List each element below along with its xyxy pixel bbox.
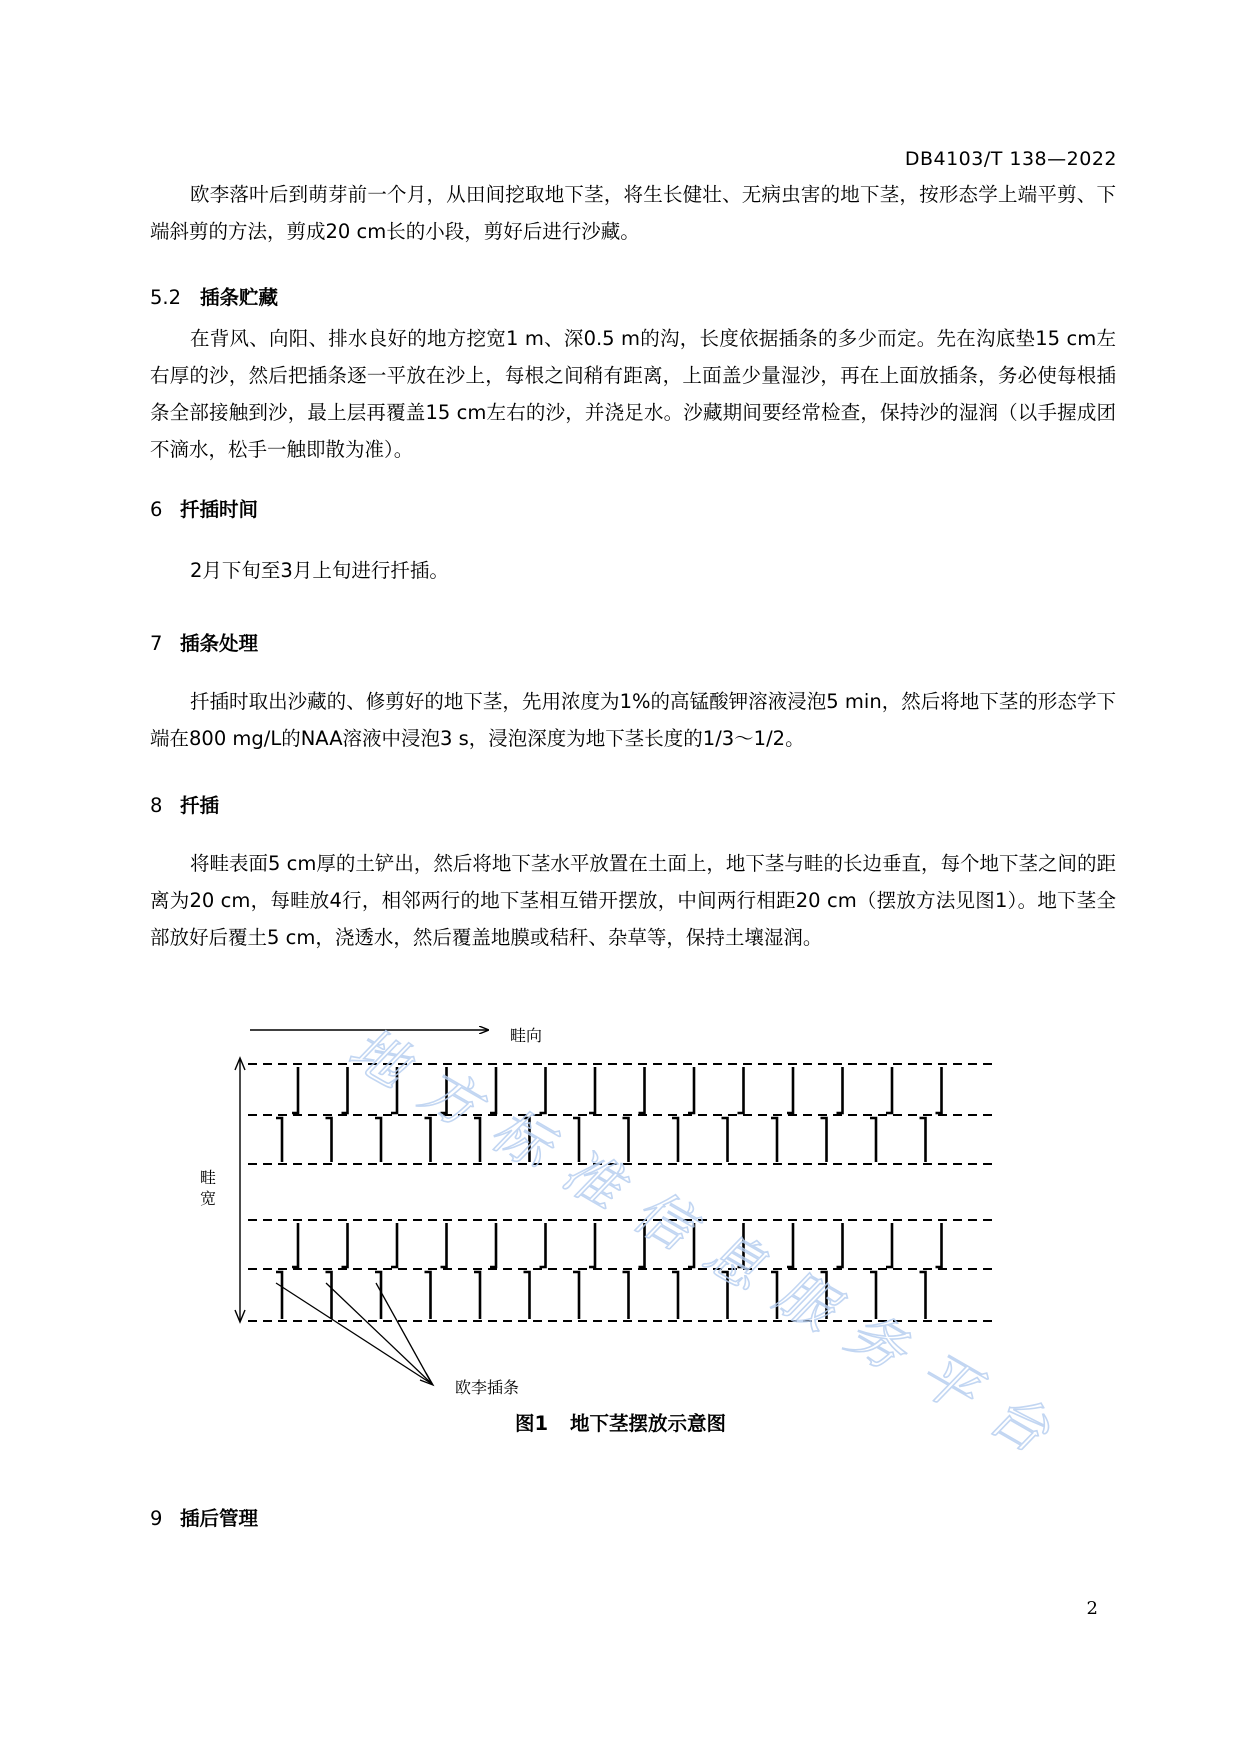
cutting-mark (524, 1118, 530, 1162)
cutting-mark (886, 1223, 892, 1267)
cutting-mark (342, 1067, 348, 1113)
figure-caption (0, 1408, 1241, 1436)
watermark-glyph: 服 (764, 1259, 846, 1344)
cutting-mark (391, 1067, 397, 1113)
watermark-glyph: 地 (338, 1015, 419, 1101)
cutting-mark (771, 1118, 777, 1162)
cutting-mark (870, 1118, 876, 1162)
cutting-mark (870, 1272, 876, 1319)
page-number: 2 (1086, 1598, 1098, 1619)
cutting-mark (425, 1118, 431, 1162)
cutting-mark (771, 1272, 777, 1319)
standard-code: DB4103/T 138—2022 (904, 148, 1117, 170)
cutting-mark (787, 1223, 793, 1267)
section-title: 插条贮藏 (200, 286, 279, 309)
bed-direction-label: 畦向 (510, 1026, 543, 1045)
cutting-mark (524, 1272, 530, 1319)
cutting-mark (821, 1118, 827, 1162)
section-title: 扦插时间 (180, 498, 259, 521)
cutting-mark (738, 1067, 744, 1113)
cutting-mark (474, 1118, 480, 1162)
cutting-mark (920, 1118, 926, 1162)
cutting-mark (573, 1272, 579, 1319)
cutting-mark (292, 1223, 298, 1267)
section-title: 插后管理 (180, 1507, 259, 1530)
cutting-mark (936, 1067, 942, 1113)
intro-paragraph: 欧李落叶后到萌芽前一个月，从田间挖取地下茎，将生长健壮、无病虫害的地下茎，按形态学上端平剪、下端斜剪的方法，剪成20 cm长的小段，剪好后进行沙藏。 (150, 183, 1116, 243)
cutting-mark (490, 1223, 496, 1267)
caption-number: 图1 (514, 1412, 549, 1435)
section-6-paragraph: 2月下旬至3月上旬进行扦插。 (190, 559, 449, 582)
watermark-glyph: 务 (835, 1299, 917, 1385)
section-number: 9 (150, 1507, 163, 1530)
cutting-mark (821, 1272, 827, 1319)
cutting-mark (326, 1118, 332, 1162)
bed-width-label-2: 宽 (200, 1189, 217, 1208)
section-number: 7 (150, 632, 163, 655)
caption-title: 地下茎摆放示意图 (570, 1412, 727, 1435)
cutting-mark (326, 1272, 332, 1319)
cutting-mark (688, 1067, 694, 1113)
cutting-mark (276, 1272, 282, 1319)
watermark-glyph: 平 (906, 1340, 988, 1425)
cutting-mark (342, 1223, 348, 1267)
section-number: 8 (150, 794, 163, 817)
cutting-mark (920, 1272, 926, 1319)
cutting-mark (722, 1272, 728, 1319)
watermark-glyph: 信 (622, 1178, 704, 1263)
section-heading-9 (150, 1503, 258, 1531)
watermark-glyph: 准 (551, 1137, 633, 1222)
bed-width-label-1: 畦 (200, 1168, 217, 1187)
cuttings-group (276, 1067, 942, 1319)
cutting-mark (540, 1223, 546, 1267)
cutting-mark (623, 1118, 629, 1162)
cutting-mark (540, 1067, 546, 1113)
section-number: 6 (150, 498, 163, 521)
section-8-paragraph: 将畦表面5 cm厚的土铲出，然后将地下茎水平放置在土面上，地下茎与畦的长边垂直，每个地下茎之间的距离为20 cm，每畦放4行，相邻两行的地下茎相互错开摆放，中间两行相距20 cm（摆放方法见图1）。地下茎全部放好后覆土5 cm，浇透水，然后覆盖地膜或秸秆、杂草等，保持土壤湿润。 (150, 852, 1116, 949)
cutting-mark (672, 1272, 678, 1319)
section-title: 插条处理 (180, 632, 259, 655)
watermark-glyph: 台 (978, 1380, 1059, 1466)
cutting-mark (639, 1067, 645, 1113)
cutting-mark (589, 1223, 595, 1267)
cutting-mark (639, 1223, 645, 1267)
cutting-mark (936, 1223, 942, 1267)
cutting-mark (837, 1067, 843, 1113)
cutting-mark (722, 1118, 728, 1162)
soil-lines (248, 1064, 995, 1321)
watermark-glyph: 息 (693, 1218, 775, 1303)
cutting-mark (292, 1067, 298, 1113)
cutting-mark (738, 1223, 744, 1267)
section-title: 扦插 (180, 794, 220, 817)
cutting-mark (886, 1067, 892, 1113)
cutting-mark (276, 1118, 282, 1162)
watermark-glyph: 标 (480, 1096, 562, 1182)
cutting-mark (688, 1223, 694, 1267)
cutting-mark (623, 1272, 629, 1319)
cutting-mark (490, 1067, 496, 1113)
cutting-mark (441, 1067, 447, 1113)
cutting-mark (375, 1272, 381, 1319)
cutting-mark (787, 1067, 793, 1113)
section-number: 5.2 (150, 286, 182, 309)
cutting-mark (425, 1272, 431, 1319)
cutting-pointers (276, 1283, 432, 1384)
cutting-mark (441, 1223, 447, 1267)
cutting-mark (391, 1223, 397, 1267)
watermark-glyph: 方 (409, 1056, 491, 1141)
cutting-mark (375, 1118, 381, 1162)
cutting-label: 欧李插条 (455, 1378, 520, 1397)
cutting-mark (672, 1118, 678, 1162)
cutting-mark (573, 1118, 579, 1162)
cutting-mark (589, 1067, 595, 1113)
section-5-2-paragraph: 在背风、向阳、排水良好的地方挖宽1 m、深0.5 m的沟，长度依据插条的多少而定。先在沟底垫15 cm左右厚的沙，然后把插条逐一平放在沙上，每根之间稍有距离，上面盖少量湿沙，再在上面放插条，务必使每根插条全部接触到沙，最上层再覆盖15 cm左右的沙，并浇足水。沙藏期间要经常检查，保持沙的湿润（以手握成团不滴水，松手一触即散为准）。 (150, 327, 1116, 461)
section-7-paragraph: 扦插时取出沙藏的、修剪好的地下茎，先用浓度为1%的高锰酸钾溶液浸泡5 min，然后将地下茎的形态学下端在800 mg/L的NAA溶液中浸泡3 s，浸泡深度为地下茎长度的1/3～1/2。 (150, 690, 1116, 750)
cutting-mark (837, 1223, 843, 1267)
cutting-mark (474, 1272, 480, 1319)
